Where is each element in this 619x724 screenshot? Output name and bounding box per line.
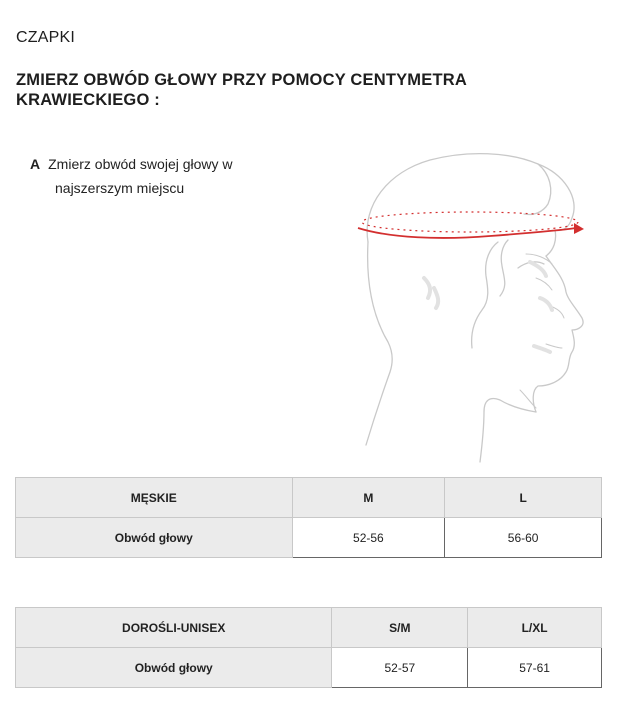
table-header-cell: L <box>445 478 602 518</box>
step-line-2: najszerszym miejscu <box>55 180 185 196</box>
size-table-unisex <box>15 607 602 688</box>
step-a <box>30 152 233 200</box>
table-cell: 56-60 <box>445 518 602 558</box>
row-label: Obwód głowy <box>16 518 293 558</box>
tape-back-dotted <box>362 212 578 232</box>
table-row <box>16 518 602 558</box>
table-header-cell: M <box>292 478 445 518</box>
table-row <box>16 648 602 688</box>
face-shading <box>424 262 552 352</box>
step-line-1: Zmierz obwód swojej głowy w <box>48 156 233 172</box>
table-cell: 52-56 <box>292 518 445 558</box>
table-header-row <box>16 608 602 648</box>
row-label: Obwód głowy <box>16 648 332 688</box>
step-letter: A <box>30 156 41 172</box>
table-header-row <box>16 478 602 518</box>
table-header-cell: L/XL <box>468 608 602 648</box>
page-heading: CZAPKI <box>16 29 75 46</box>
head-measurement-illustration <box>350 150 590 465</box>
table-header-cell: S/M <box>332 608 468 648</box>
table-cell: 52-57 <box>332 648 468 688</box>
table-header-cell: MĘSKIE <box>16 478 293 518</box>
tape-arrowhead <box>574 223 584 234</box>
table-cell: 57-61 <box>468 648 602 688</box>
instruction-title: ZMIERZ OBWÓD GŁOWY PRZY POMOCY CENTYMETRA KRAWIECKIEGO : <box>16 71 467 109</box>
size-table-mens <box>15 477 602 558</box>
table-header-cell: DOROŚLI-UNISEX <box>16 608 332 648</box>
